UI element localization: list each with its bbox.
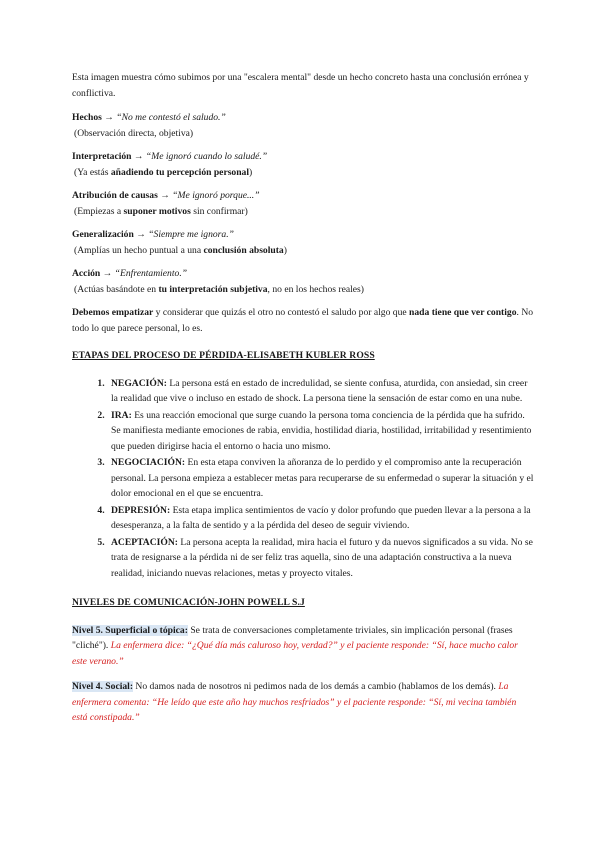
step-note-bold: tu interpretación subjetiva [158, 283, 268, 295]
section-title-communication-levels: NIVELES DE COMUNICACIÓN-JOHN POWELL S.J [72, 597, 305, 608]
step-label: Acción → [72, 268, 113, 279]
stage-item [107, 408, 534, 455]
step-note-end: sin confirmar) [190, 205, 248, 217]
stage-description: Esta etapa implica sentimientos de vacío y dolor profundo que pueden llevar a la persona a la desesperanza, a la falta de sentido y a la pérdida del deseo de seguir viviendo. [111, 504, 531, 531]
ladder-step-atribucion [72, 188, 534, 219]
stage-name: DEPRESIÓN: [111, 504, 171, 516]
step-label: Hechos → [72, 112, 114, 123]
level-example: La enfermera comenta: “He leído que este año hay muchos resfriados” y el paciente responde: “Sí, mi vecina también está constipada.” [72, 681, 517, 723]
stage-item [107, 455, 534, 502]
level-label: Nivel 5. Superficial o tópica: [72, 624, 188, 636]
ladder-step-interpretacion [72, 149, 534, 180]
stage-name: NEGACIÓN: [111, 377, 167, 389]
note-bold-1: Debemos empatizar [72, 307, 154, 318]
ladder-step-accion [72, 266, 534, 297]
stage-name: IRA: [111, 409, 132, 421]
step-note-bold: suponer motivos [123, 205, 191, 217]
stage-item [107, 376, 534, 407]
stage-description: Es una reacción emocional que surge cuando la persona toma conciencia de la pérdida que ha sufrido. Se manifiesta mediante emociones de rabia, envidia, hostilidad diaria, hostilidad, irritabilidad y resentimiento que pueden dirigirse hacia el entorno o hacia uno mismo. [111, 409, 532, 452]
communication-level-4 [72, 679, 534, 726]
step-note-end: , no en los hechos reales) [267, 283, 364, 295]
ladder-step-hechos [72, 110, 534, 141]
step-quote: “Me ignoró cuando lo saludé.” [145, 151, 268, 162]
step-label: Generalización → [72, 229, 146, 240]
note-text-1: y considerar que quizás el otro no contestó el saludo por algo que [153, 307, 410, 318]
step-quote: “No me contestó el saludo.” [116, 112, 226, 123]
step-note: (Ya estás [74, 166, 111, 178]
step-label: Interpretación → [72, 151, 144, 162]
empathy-note [72, 305, 534, 336]
step-note-end: ) [249, 166, 253, 178]
step-note-bold: conclusión absoluta [203, 244, 284, 256]
step-label: Atribución de causas → [72, 190, 170, 201]
intro-paragraph: Esta imagen muestra cómo subimos por una "escalera mental" desde un hecho concreto hasta una conclusión errónea y conflictiva. [72, 72, 529, 99]
step-note: (Amplías un hecho puntual a una [74, 244, 204, 256]
stage-description: La persona acepta la realidad, mira hacia el futuro y da nuevos significados a su vida. No se trata de resignarse a la pérdida ni de ser feliz tras aquella, sino de una adaptación constructiva a la nueva realidad, iniciando nuevas relaciones, metas y proyecto vitales. [111, 536, 533, 579]
level-description: No damos nada de nosotros ni pedimos nada de los demás a cambio (hablamos de los demás). [133, 681, 499, 692]
step-note: (Observación directa, objetiva) [74, 127, 194, 139]
ladder-list [72, 110, 534, 297]
stage-item [107, 535, 534, 582]
note-text-2: . No todo lo que parece personal, lo es. [72, 307, 534, 334]
section-title-grief-stages: ETAPAS DEL PROCESO DE PÉRDIDA-ELISABETH KUBLER ROSS [72, 350, 375, 361]
communication-level-5 [72, 623, 534, 670]
document-body [72, 70, 534, 736]
grief-stages-list [72, 376, 534, 582]
step-note-end: ) [283, 244, 287, 256]
level-example: La enfermera dice: “¿Qué día más caluroso hoy, verdad?” y el paciente responde: “Sí, hace mucho calor este verano.” [72, 640, 518, 667]
step-quote: “Siempre me ignora.” [148, 229, 234, 240]
step-quote: “Enfrentamiento.” [114, 268, 188, 279]
note-bold-2: nada tiene que ver contigo [409, 307, 517, 318]
stage-description: La persona está en estado de incredulidad, se siente confusa, aturdida, con ansiedad, sin creer la realidad que vive o incluso en estado de shock. La persona tiene la sensación de estar como en una nube. [111, 377, 528, 404]
step-quote: “Me ignoró porque...” [172, 190, 260, 201]
stage-description: En esta etapa conviven la añoranza de lo perdido y el compromiso ante la recuperación personal. La persona empieza a establecer metas para recuperarse de su enfermedad o superar la situación y el dolor emocional en el que se encuentra. [111, 457, 534, 499]
level-label: Nivel 4. Social: [72, 681, 134, 692]
stage-item [107, 503, 534, 534]
stage-name: ACEPTACIÓN: [111, 536, 178, 548]
step-note: (Actúas basándote en [74, 283, 159, 295]
ladder-step-generalizacion [72, 227, 534, 258]
step-note-bold: añadiendo tu percepción personal [110, 166, 250, 178]
level-description: Se trata de conversaciones completamente triviales, sin implicación personal (frases "cliché"). [72, 624, 513, 651]
step-note: (Empiezas a [74, 205, 124, 217]
stage-name: NEGOCIACIÓN: [111, 457, 186, 468]
